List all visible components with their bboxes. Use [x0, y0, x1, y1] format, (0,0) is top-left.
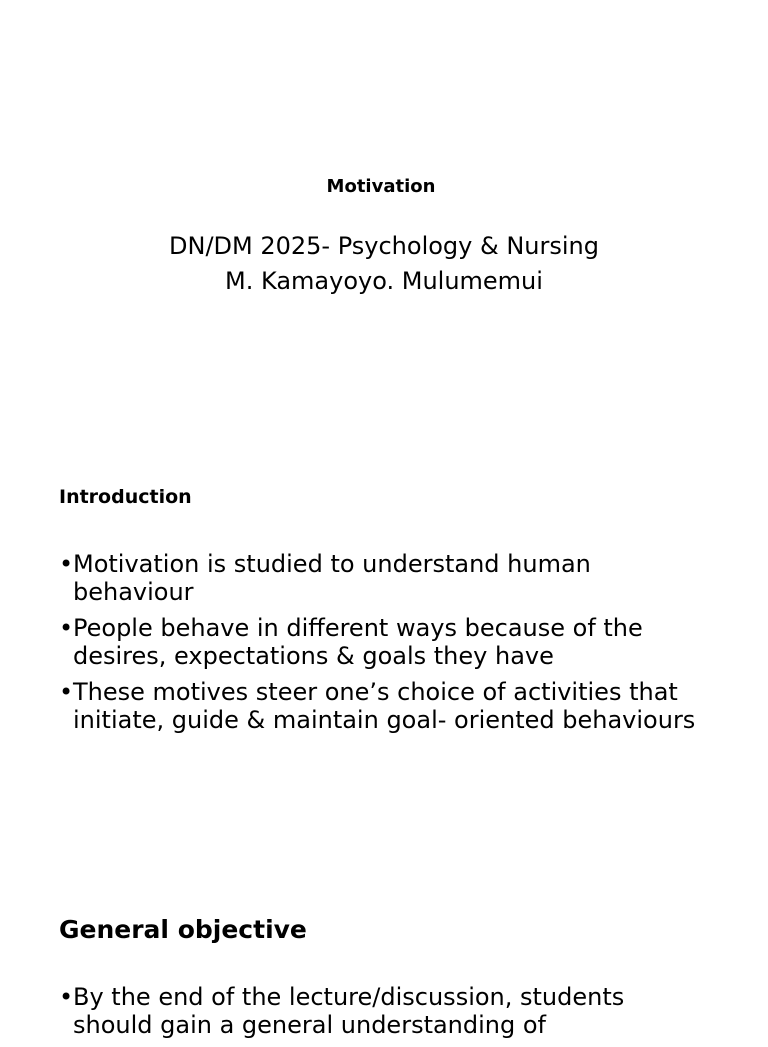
- bullet-icon: •: [59, 614, 74, 642]
- author-line: M. Kamayoyo. Mulumemui: [225, 267, 543, 295]
- list-item: [59, 983, 709, 1039]
- list-item: [59, 614, 709, 670]
- list-item: [59, 678, 709, 734]
- bullet-text: By the end of the lecture/discussion, students should gain a general understanding of: [73, 983, 625, 1039]
- objective-bullet-list: [59, 983, 709, 1047]
- bullet-icon: •: [59, 550, 74, 578]
- bullet-text: These motives steer one’s choice of activities that initiate, guide & maintain goal- oriented behaviours: [73, 678, 696, 734]
- course-line: DN/DM 2025- Psychology & Nursing: [169, 232, 599, 260]
- slide-subtitle: [0, 229, 768, 299]
- bullet-icon: •: [59, 983, 74, 1011]
- general-objective-heading: General objective: [59, 915, 307, 944]
- bullet-text: Motivation is studied to understand human behaviour: [73, 550, 591, 606]
- bullet-icon: •: [59, 678, 74, 706]
- slide-title: Motivation: [326, 176, 436, 197]
- introduction-bullet-list: [59, 550, 709, 742]
- introduction-heading: Introduction: [59, 486, 192, 508]
- bullet-text: People behave in different ways because of the desires, expectations & goals they have: [73, 614, 643, 670]
- list-item: [59, 550, 709, 606]
